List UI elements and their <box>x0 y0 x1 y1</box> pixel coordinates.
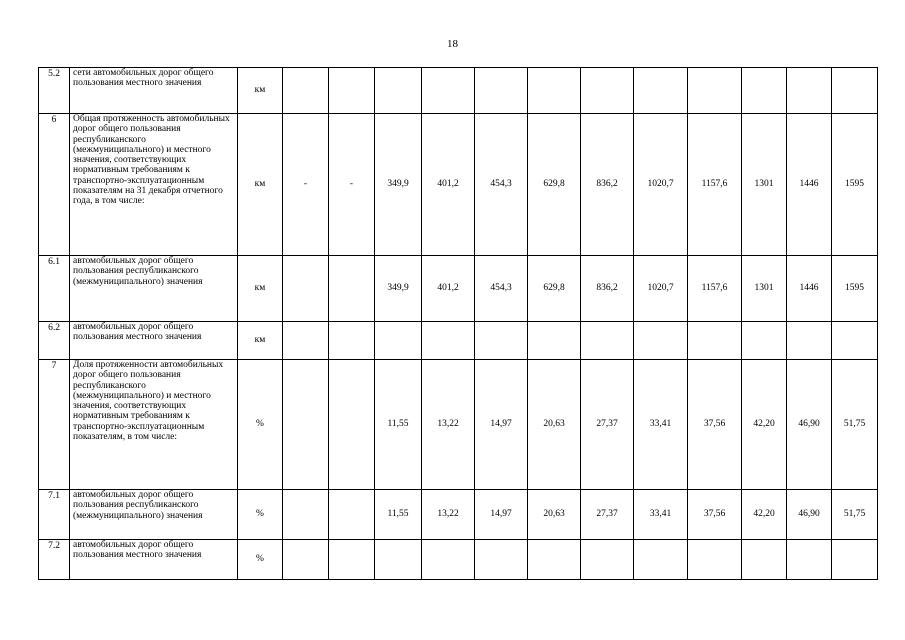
value-cell: 51,75 <box>832 490 878 540</box>
value-cell <box>329 256 375 322</box>
value-cell <box>832 322 878 360</box>
value-cell: 1446 <box>787 256 832 322</box>
value-cell <box>329 360 375 490</box>
value-cell <box>475 322 528 360</box>
value-cell: 33,41 <box>634 490 688 540</box>
value-cell: 13,22 <box>422 490 475 540</box>
value-cell <box>475 68 528 114</box>
value-cell: 1020,7 <box>634 256 688 322</box>
row-number-cell: 6.2 <box>39 322 70 360</box>
value-cell <box>688 322 742 360</box>
value-cell: 37,56 <box>688 490 742 540</box>
table-row <box>39 490 878 540</box>
value-cell <box>283 490 329 540</box>
row-number-cell: 5.2 <box>39 68 70 114</box>
value-cell: 14,97 <box>475 490 528 540</box>
value-cell <box>528 68 581 114</box>
value-cell <box>329 322 375 360</box>
value-cell: 51,75 <box>832 360 878 490</box>
value-cell: 836,2 <box>581 256 634 322</box>
value-cell <box>688 68 742 114</box>
value-cell <box>422 68 475 114</box>
table-row <box>39 322 878 360</box>
value-cell: 1595 <box>832 114 878 256</box>
value-cell <box>688 540 742 580</box>
value-cell <box>787 68 832 114</box>
value-cell <box>375 322 422 360</box>
value-cell: 42,20 <box>742 490 787 540</box>
value-cell <box>742 322 787 360</box>
value-cell: 629,8 <box>528 256 581 322</box>
row-number-cell: 6 <box>39 114 70 256</box>
value-cell: 1157,6 <box>688 114 742 256</box>
value-cell <box>581 540 634 580</box>
indicator-name-cell: автомобильных дорог общего пользования республиканского (межмуниципального) значения <box>70 490 238 540</box>
value-cell: 836,2 <box>581 114 634 256</box>
value-cell: 1020,7 <box>634 114 688 256</box>
value-cell <box>742 540 787 580</box>
value-cell: 13,22 <box>422 360 475 490</box>
value-cell: 42,20 <box>742 360 787 490</box>
value-cell: 20,63 <box>528 360 581 490</box>
value-cell <box>581 68 634 114</box>
value-cell <box>742 68 787 114</box>
value-cell <box>787 322 832 360</box>
indicators-table <box>38 67 878 580</box>
value-cell: 33,41 <box>634 360 688 490</box>
value-cell: 20,63 <box>528 490 581 540</box>
unit-cell: км <box>238 68 283 114</box>
value-cell: 1157,6 <box>688 256 742 322</box>
value-cell <box>283 540 329 580</box>
value-cell <box>422 322 475 360</box>
value-cell: 401,2 <box>422 114 475 256</box>
value-cell: 349,9 <box>375 256 422 322</box>
value-cell: 27,37 <box>581 490 634 540</box>
value-cell <box>634 322 688 360</box>
table-row <box>39 68 878 114</box>
indicator-name-cell: автомобильных дорог общего пользования республиканского (межмуниципального) значения <box>70 256 238 322</box>
value-cell <box>329 540 375 580</box>
value-cell <box>634 68 688 114</box>
value-cell: - <box>283 114 329 256</box>
value-cell: 401,2 <box>422 256 475 322</box>
value-cell <box>832 540 878 580</box>
value-cell <box>375 540 422 580</box>
value-cell <box>283 68 329 114</box>
page-number: 18 <box>447 38 458 50</box>
value-cell <box>375 68 422 114</box>
value-cell <box>329 68 375 114</box>
table-row <box>39 256 878 322</box>
indicator-name-cell: сети автомобильных дорог общего пользования местного значения <box>70 68 238 114</box>
value-cell <box>475 540 528 580</box>
row-number-cell: 7.2 <box>39 540 70 580</box>
value-cell <box>634 540 688 580</box>
table-row <box>39 540 878 580</box>
value-cell: 454,3 <box>475 114 528 256</box>
table-body <box>39 68 878 580</box>
unit-cell: % <box>238 540 283 580</box>
value-cell <box>528 540 581 580</box>
value-cell: 1301 <box>742 256 787 322</box>
value-cell: 46,90 <box>787 490 832 540</box>
table-row <box>39 114 878 256</box>
value-cell <box>528 322 581 360</box>
row-number-cell: 7.1 <box>39 490 70 540</box>
value-cell: - <box>329 114 375 256</box>
value-cell: 454,3 <box>475 256 528 322</box>
value-cell: 1595 <box>832 256 878 322</box>
value-cell <box>283 322 329 360</box>
row-number-cell: 6.1 <box>39 256 70 322</box>
unit-cell: % <box>238 360 283 490</box>
value-cell: 11,55 <box>375 490 422 540</box>
table-row <box>39 360 878 490</box>
unit-cell: % <box>238 490 283 540</box>
indicator-name-cell: Доля протяженности автомобильных дорог общего пользования республиканского (межмуниципального) и местного значения, соответствующих нормативным требованиям к транспортно-эксплуатационным показателям, в том числе: <box>70 360 238 490</box>
row-number-cell: 7 <box>39 360 70 490</box>
value-cell: 349,9 <box>375 114 422 256</box>
value-cell: 27,37 <box>581 360 634 490</box>
unit-cell: км <box>238 256 283 322</box>
value-cell: 1301 <box>742 114 787 256</box>
value-cell <box>283 360 329 490</box>
indicator-name-cell: автомобильных дорог общего пользования местного значения <box>70 540 238 580</box>
value-cell <box>787 540 832 580</box>
value-cell: 629,8 <box>528 114 581 256</box>
unit-cell: км <box>238 322 283 360</box>
value-cell: 37,56 <box>688 360 742 490</box>
indicator-name-cell: Общая протяженность автомобильных дорог общего пользования республиканского (межмуниципального) и местного значения, соответствующих нормативным требованиям к транспортно-эксплуатационным показателям на 31 декабря отчетного года, в том числе: <box>70 114 238 256</box>
value-cell <box>832 68 878 114</box>
indicator-name-cell: автомобильных дорог общего пользования местного значения <box>70 322 238 360</box>
value-cell <box>581 322 634 360</box>
value-cell: 46,90 <box>787 360 832 490</box>
value-cell <box>283 256 329 322</box>
value-cell: 14,97 <box>475 360 528 490</box>
value-cell: 1446 <box>787 114 832 256</box>
unit-cell: км <box>238 114 283 256</box>
value-cell <box>329 490 375 540</box>
value-cell: 11,55 <box>375 360 422 490</box>
value-cell <box>422 540 475 580</box>
